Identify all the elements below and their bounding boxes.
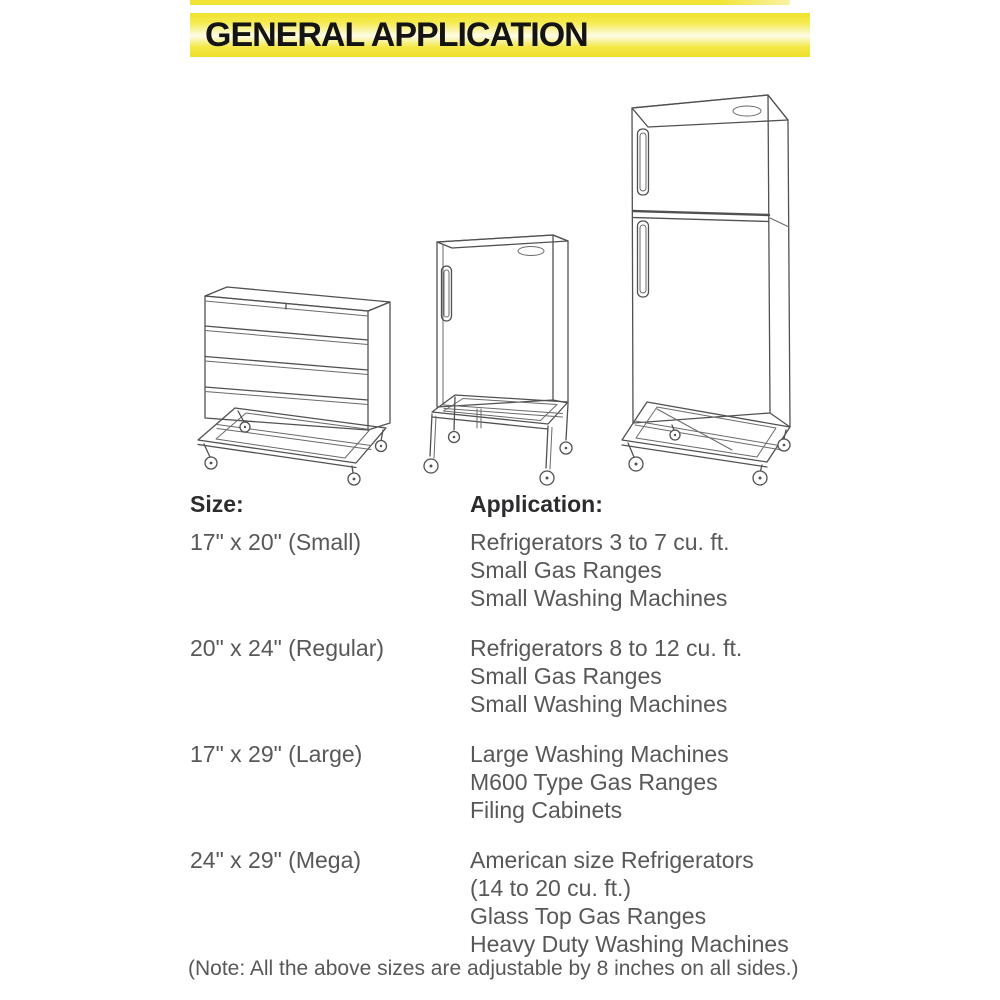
application-list bbox=[470, 740, 835, 824]
banner-top-strip bbox=[190, 0, 790, 5]
application-line: (14 to 20 cu. ft.) bbox=[470, 875, 632, 901]
size-application-table bbox=[190, 490, 835, 958]
application-line: American size Refrigerators bbox=[470, 847, 754, 873]
application-line: Glass Top Gas Ranges bbox=[470, 903, 707, 929]
size-value: 17" x 29" (Large) bbox=[190, 741, 363, 767]
size-value: 20" x 24" (Regular) bbox=[190, 635, 385, 661]
table-row bbox=[190, 528, 835, 612]
size-value: 17" x 20" (Small) bbox=[190, 529, 361, 555]
title-banner bbox=[190, 13, 810, 57]
table-row bbox=[190, 740, 835, 824]
table-header-row bbox=[190, 490, 835, 518]
application-line: Heavy Duty Washing Machines bbox=[470, 931, 789, 957]
filing-cabinet-drawing bbox=[190, 278, 400, 490]
application-line: Filing Cabinets bbox=[470, 797, 623, 823]
application-line: Small Washing Machines bbox=[470, 585, 728, 611]
single-door-fridge-drawing bbox=[415, 228, 590, 490]
application-list bbox=[470, 528, 835, 612]
application-line: M600 Type Gas Ranges bbox=[470, 769, 718, 795]
double-door-refrigerator-on-dolly-illustration bbox=[612, 85, 802, 490]
size-application-rows bbox=[190, 528, 835, 958]
size-value: 24" x 29" (Mega) bbox=[190, 847, 362, 873]
application-line: Large Washing Machines bbox=[470, 741, 729, 767]
page-title: GENERAL APPLICATION bbox=[205, 16, 588, 54]
table-row bbox=[190, 846, 835, 958]
application-line: Refrigerators 8 to 12 cu. ft. bbox=[470, 635, 743, 661]
application-line: Small Gas Ranges bbox=[470, 557, 662, 583]
application-line: Small Gas Ranges bbox=[470, 663, 662, 689]
table-row bbox=[190, 634, 835, 718]
application-line: Small Washing Machines bbox=[470, 691, 728, 717]
size-header: Size: bbox=[190, 491, 244, 517]
application-header: Application: bbox=[470, 491, 603, 517]
application-list bbox=[470, 634, 835, 718]
single-door-refrigerator-on-dolly-illustration bbox=[415, 228, 590, 490]
double-door-fridge-drawing bbox=[612, 85, 802, 490]
filing-cabinet-on-dolly-illustration bbox=[190, 278, 400, 490]
application-line: Refrigerators 3 to 7 cu. ft. bbox=[470, 529, 730, 555]
application-list bbox=[470, 846, 835, 958]
adjustability-note: (Note: All the above sizes are adjustable by 8 inches on all sides.) bbox=[188, 957, 799, 980]
